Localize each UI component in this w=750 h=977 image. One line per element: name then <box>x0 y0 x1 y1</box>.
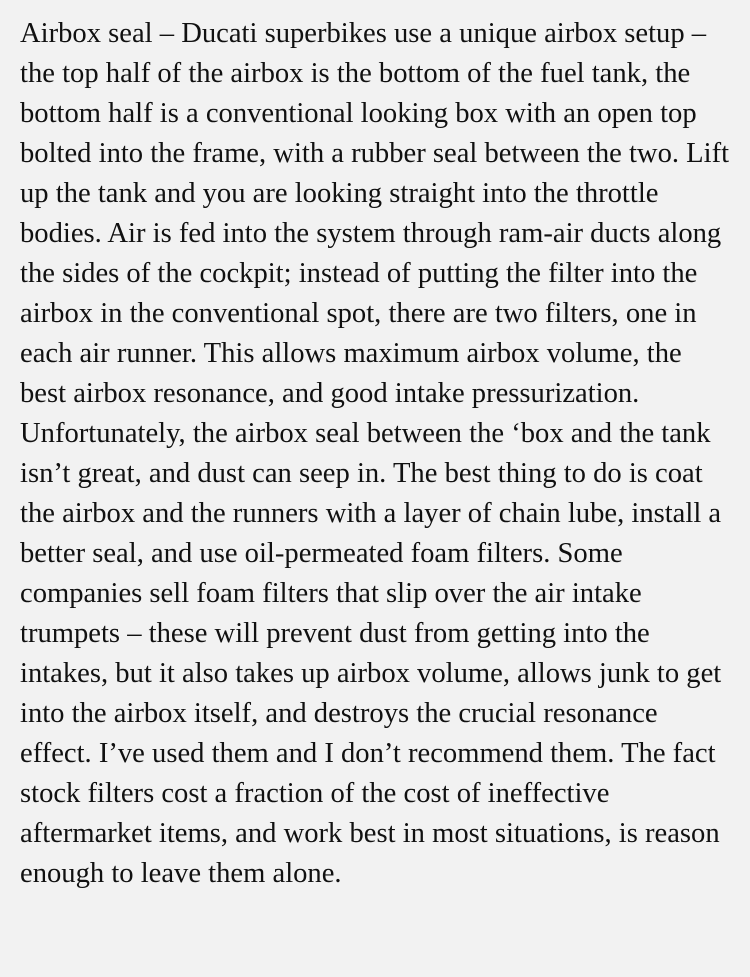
article-paragraph: Airbox seal – Ducati superbikes use a unique airbox setup – the top half of the airbox is the bottom of the fuel tank, the bottom half is a conventional looking box with an open top bolted into the frame, with a rubber seal between the two. Lift up the tank and you are looking straight into the throttle bodies. Air is fed into the system through ram-air ducts along the sides of the cockpit; instead of putting the filter into the airbox in the conventional spot, there are two filters, one in each air runner. This allows maximum airbox volume, the best airbox resonance, and good intake pressurization. Unfortunately, the airbox seal between the ‘box and the tank isn’t great, and dust can seep in. The best thing to do is coat the airbox and the runners with a layer of chain lube, install a better seal, and use oil-permeated foam filters. Some companies sell foam filters that slip over the air intake trumpets – these will prevent dust from getting into the intakes, but it also takes up airbox volume, allows junk to get into the airbox itself, and destroys the crucial resonance effect. I’ve used them and I don’t recommend them. The fact stock filters cost a fraction of the cost of ineffective aftermarket items, and work best in most situations, is reason enough to leave them alone. <box>20 18 730 889</box>
